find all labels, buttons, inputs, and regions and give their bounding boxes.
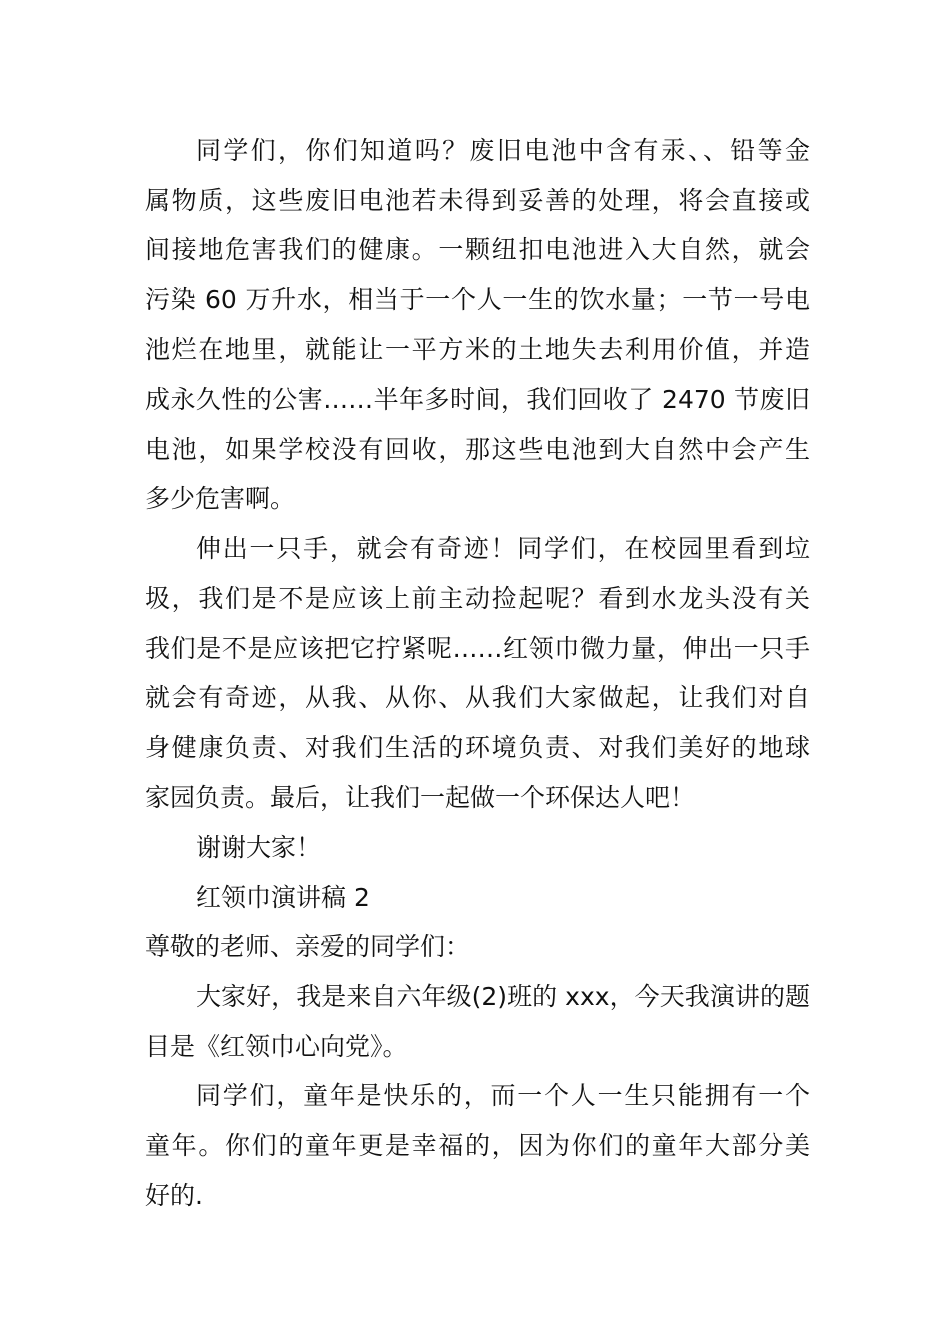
text-line: 属物质，这些废旧电池若未得到妥善的处理，将会直接或	[145, 186, 810, 215]
text-line: 就会有奇迹，从我、从你、从我们大家做起，让我们对自	[145, 683, 810, 712]
text-line: 好的.	[145, 1181, 203, 1210]
text-line: 多少危害啊。	[145, 484, 296, 513]
salutation: 尊敬的老师、亲爱的同学们：	[145, 932, 471, 961]
text-line: 电池，如果学校没有回收，那这些电池到大自然中会产生	[145, 435, 810, 464]
text-line: 同学们，童年是快乐的，而一个人一生只能拥有一个	[196, 1081, 810, 1110]
text-line: 同学们，你们知道吗？废旧电池中含有汞、、铅等金	[196, 136, 810, 165]
text-line: 成永久性的公害……半年多时间，我们回收了 2470 节废旧	[145, 385, 810, 414]
text-line: 间接地危害我们的健康。一颗纽扣电池进入大自然，就会	[145, 235, 810, 264]
text-line: 童年。你们的童年更是幸福的，因为你们的童年大部分美	[145, 1131, 810, 1160]
text-line: 污染 60 万升水，相当于一个人一生的饮水量；一节一号电	[145, 285, 810, 314]
text-line: 伸出一只手，就会有奇迹！同学们，在校园里看到垃	[196, 534, 810, 563]
text-line: 池烂在地里，就能让一平方米的土地失去利用价值，并造	[145, 335, 810, 364]
text-line: 我们是不是应该把它拧紧呢……红领巾微力量，伸出一只手	[145, 634, 810, 663]
text-line: 圾，我们是不是应该上前主动捡起呢？看到水龙头没有关	[145, 584, 810, 613]
text-line: 家园负责。最后，让我们一起做一个环保达人吧！	[145, 783, 696, 812]
text-line: 身健康负责、对我们生活的环境负责、对我们美好的地球	[145, 733, 810, 762]
text-line: 谢谢大家！	[196, 833, 322, 862]
section-heading: 红领巾演讲稿 2	[196, 883, 370, 912]
text-line: 目是《红领巾心向党》。	[145, 1032, 408, 1061]
text-line: 大家好，我是来自六年级(2)班的 xxx，今天我演讲的题	[196, 982, 810, 1011]
